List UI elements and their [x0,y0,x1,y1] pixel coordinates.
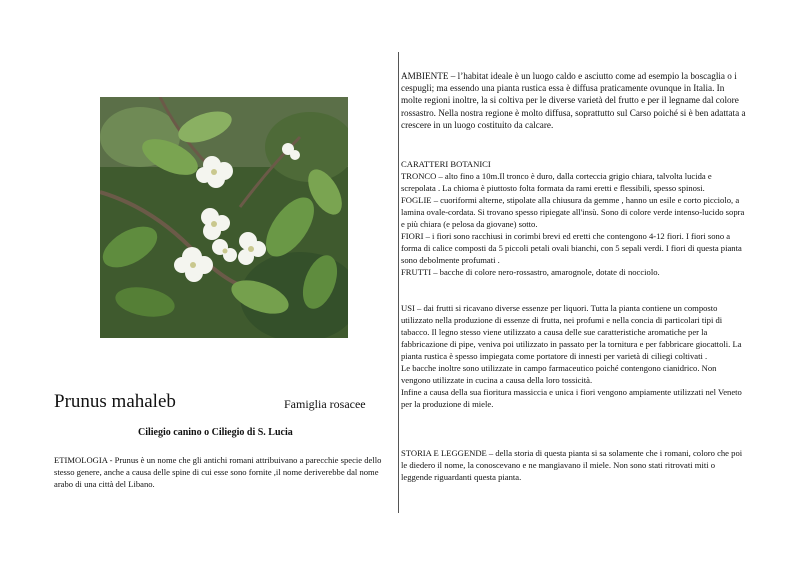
ambiente-paragraph: AMBIENTE – l’habitat ideale è un luogo caldo e asciutto come ad esempio la boscaglia o i cespugli; ma essendo una pianta rustica essa è diffusa praticamente ovunque in Italia. In molte regioni inoltre, la si coltiva per le diverse varietà del frutto e per il legname dal colore rossastro. Nella nostra regione è molto diffusa, soprattutto sul Carso poiché si è ben adattata a crescere in un luogo costituito da calcare. [401,71,746,130]
prunus-flower-photo [100,97,348,338]
family-label: Famiglia rosacee [284,397,366,411]
usi-section [401,302,746,410]
bacche-paragraph: Le bacche inoltre sono utilizzate in campo farmaceutico poiché contengono cianidrico. Non vengono utilizzate in cucina a causa della loro tossicità. [401,363,717,385]
fiori-paragraph: FIORI – i fiori sono racchiusi in corimbi brevi ed eretti che contengono 4-12 fiori. I fiori sono a forma di calice composti da 5 piccoli petali ovali bianchi, con 5 sepali verdi. I fiori di questa pianta sono debolmente profumati . [401,231,742,265]
foglie-paragraph: FOGLIE – cuoriformi alterne, stipolate alla chiusura da gemme , hanno un esile e corto picciolo, a lamina ovale-cordata. Si trovano spesso ripiegate all'insù. Sono di colore verde intenso-lucido sopra e più chiara (e pelosa da giovane) sotto. [401,195,745,229]
frutti-paragraph: FRUTTI – bacche di colore nero-rossastro, amarognole, dotate di nocciolo. [401,267,660,277]
storia-paragraph: STORIA E LEGGENDE – della storia di questa pianta si sa solamente che i romani, coloro che poi le diedero il nome, la conoscevano e ne mangiavano il miele. Non sono stati ritrovati miti o leggende riguardanti questa pianta. [401,448,743,482]
fioritura-paragraph: Infine a causa della sua fioritura massiccia e unica i fiori vengono ampiamente utilizzati nel Veneto per la produzione di miele. [401,387,742,409]
tronco-paragraph: TRONCO – alto fino a 10m.Il tronco è duro, dalla corteccia grigio chiara, talvolta lucida e screpolata . La chioma è piuttosto folta formata da rami eretti e flessibili, spesso spinosi. [401,171,712,193]
common-name-subtitle: Ciliegio canino o Ciliegio di S. Lucia [138,427,293,438]
species-title: Prunus mahaleb [54,391,176,412]
etimologia-paragraph: ETIMOLOGIA - Prunus è un nome che gli antichi romani attribuivano a parecchie specie dello stesso genere, anche a causa delle spine di cui esse sono fornite ,il nome deriverebbe dal nome arabo di una città del Libano. [54,455,382,489]
column-divider [398,52,399,513]
caratteri-heading: CARATTERI BOTANICI [401,159,491,169]
caratteri-botanici-section [401,158,746,278]
usi-paragraph: USI – dai frutti si ricavano diverse essenze per liquori. Tutta la pianta contiene un composto utilizzato nella produzione di essenze di frutta, nei profumi e nella concia di particolari tipi di tabacco. Il legno stesso viene utilizzato a causa delle sue caratteristiche aromatiche per la fabbricazione di pipe, veniva poi utilizzato in passato per la tornitura e per fabbricare giocattoli. La pianta rustica è spesso impiegata come portatore di innesti per varietà di ciliegi coltivati . [401,303,742,361]
